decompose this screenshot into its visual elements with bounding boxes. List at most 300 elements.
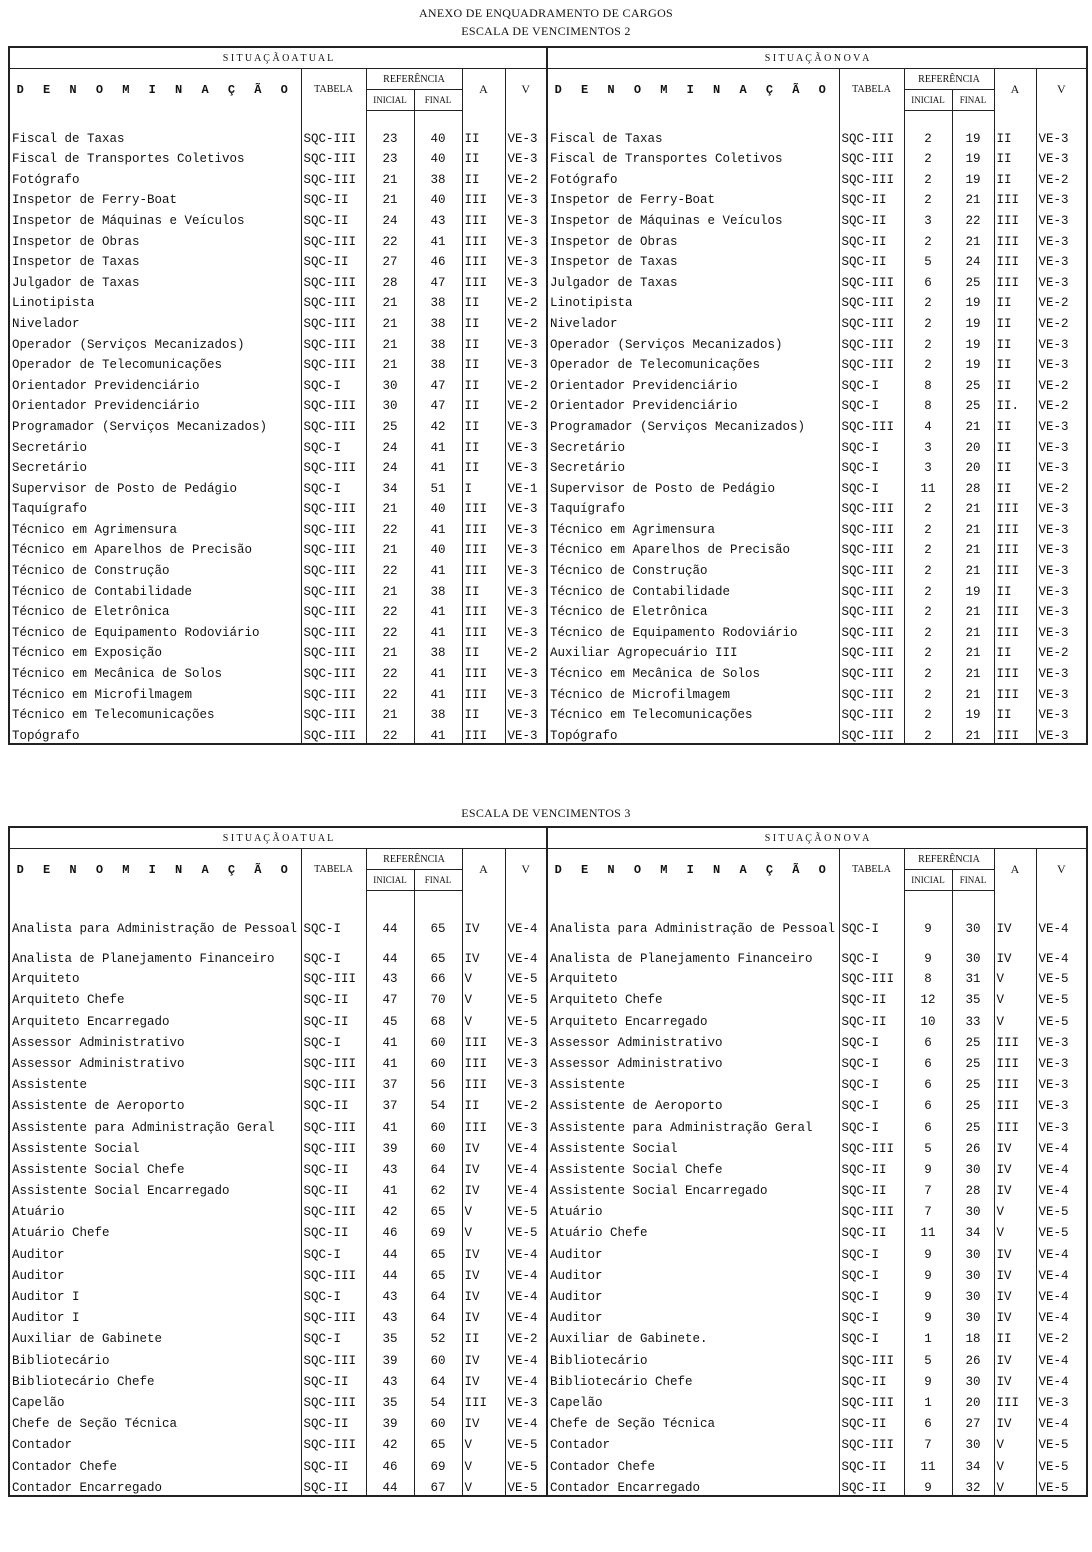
tabela-atual-cell: SQC-III: [301, 557, 366, 578]
denominacao-atual-cell: Assistente: [9, 1071, 301, 1092]
situacao-nova-heading: S I T U A Ç Ã O N O V A: [547, 47, 1087, 69]
table-row: [9, 496, 1087, 517]
table-row: [9, 516, 1087, 537]
a-atual-cell: II: [462, 393, 505, 414]
inicial-header: INICIAL: [904, 90, 952, 111]
inicial-nova-cell: 12: [904, 986, 952, 1007]
v-atual-cell: VE-3: [505, 516, 547, 537]
a-atual-cell: IV: [462, 1410, 505, 1431]
v-nova-cell: VE-3: [1036, 1050, 1087, 1071]
denominacao-nova-cell: Supervisor de Posto de Pedágio: [547, 475, 839, 496]
final-nova-cell: 30: [952, 1156, 994, 1177]
denominacao-atual-cell: Técnico em Mecânica de Solos: [9, 660, 301, 681]
final-atual-cell: 38: [414, 578, 462, 599]
scale2-body: [9, 111, 1087, 744]
tabela-nova-cell: SQC-I: [839, 1092, 904, 1113]
tabela-nova-cell: SQC-II: [839, 1007, 904, 1028]
referencia-header: REFERÊNCIA: [366, 69, 462, 90]
inicial-atual-cell: 25: [366, 413, 414, 434]
v-atual-cell: VE-5: [505, 986, 547, 1007]
v-nova-cell: VE-5: [1036, 1431, 1087, 1452]
inicial-nova-cell: 2: [904, 557, 952, 578]
final-nova-cell: 20: [952, 434, 994, 455]
tabela-nova-cell: SQC-I: [839, 434, 904, 455]
v-nova-cell: VE-3: [1036, 702, 1087, 723]
tabela-nova-cell: SQC-II: [839, 1177, 904, 1198]
final-atual-cell: 64: [414, 1304, 462, 1325]
inicial-nova-cell: 2: [904, 681, 952, 702]
denominacao-nova-cell: Assistente Social Chefe: [547, 1156, 839, 1177]
table-row: [9, 1389, 1087, 1410]
tabela-atual-cell: SQC-I: [301, 935, 366, 965]
denominacao-nova-cell: Fiscal de Taxas: [547, 125, 839, 146]
table-row: [9, 660, 1087, 681]
v-nova-cell: VE-3: [1036, 1113, 1087, 1134]
a-atual-cell: III: [462, 516, 505, 537]
tabela-atual-cell: SQC-I: [301, 905, 366, 935]
denominacao-atual-cell: Técnico de Contabilidade: [9, 578, 301, 599]
tabela-nova-cell: SQC-I: [839, 1029, 904, 1050]
tabela-atual-cell: SQC-I: [301, 372, 366, 393]
v-nova-cell: VE-3: [1036, 228, 1087, 249]
final-nova-cell: 34: [952, 1219, 994, 1240]
inicial-nova-cell: 2: [904, 331, 952, 352]
inicial-atual-cell: 21: [366, 166, 414, 187]
inicial-nova-cell: 2: [904, 660, 952, 681]
a-nova-cell: III: [994, 619, 1036, 640]
table-row: [9, 434, 1087, 455]
final-nova-cell: 19: [952, 166, 994, 187]
a-nova-cell: IV: [994, 1368, 1036, 1389]
inicial-atual-cell: 44: [366, 935, 414, 965]
denominacao-nova-cell: Nivelador: [547, 310, 839, 331]
a-header: A: [994, 69, 1036, 111]
tabela-header: TABELA: [301, 69, 366, 111]
tabela-atual-cell: SQC-III: [301, 1198, 366, 1219]
final-atual-cell: 56: [414, 1071, 462, 1092]
tabela-nova-cell: SQC-III: [839, 1135, 904, 1156]
table-row: [9, 619, 1087, 640]
tabela-nova-cell: SQC-III: [839, 331, 904, 352]
final-atual-cell: 65: [414, 1198, 462, 1219]
tabela-nova-cell: SQC-I: [839, 1050, 904, 1071]
a-atual-cell: III: [462, 249, 505, 270]
table-row: [9, 1431, 1087, 1452]
tabela-nova-cell: SQC-II: [839, 207, 904, 228]
inicial-atual-cell: 21: [366, 702, 414, 723]
a-atual-cell: V: [462, 986, 505, 1007]
a-atual-cell: IV: [462, 1156, 505, 1177]
tabela-header: TABELA: [839, 69, 904, 111]
denominacao-atual-cell: Fiscal de Taxas: [9, 125, 301, 146]
inicial-atual-cell: 22: [366, 228, 414, 249]
tabela-atual-cell: SQC-III: [301, 537, 366, 558]
inicial-nova-cell: 11: [904, 1452, 952, 1473]
tabela-atual-cell: SQC-III: [301, 722, 366, 744]
situacao-nova-heading: S I T U A Ç Ã O N O V A: [547, 827, 1087, 849]
final-header: FINAL: [952, 90, 994, 111]
table-row: [9, 702, 1087, 723]
table-row: [9, 1410, 1087, 1431]
table-row: [9, 331, 1087, 352]
a-atual-cell: II: [462, 310, 505, 331]
v-header: V: [505, 849, 547, 891]
inicial-atual-cell: 21: [366, 290, 414, 311]
v-nova-cell: VE-5: [1036, 1474, 1087, 1496]
v-nova-cell: VE-3: [1036, 1389, 1087, 1410]
tabela-atual-cell: SQC-III: [301, 516, 366, 537]
inicial-nova-cell: 2: [904, 146, 952, 167]
a-nova-cell: II: [994, 352, 1036, 373]
a-atual-cell: II: [462, 146, 505, 167]
denominacao-atual-cell: Operador (Serviços Mecanizados): [9, 331, 301, 352]
tabela-nova-cell: SQC-III: [839, 578, 904, 599]
denominacao-nova-cell: Secretário: [547, 455, 839, 476]
inicial-atual-cell: 22: [366, 599, 414, 620]
v-nova-cell: VE-3: [1036, 125, 1087, 146]
a-nova-cell: III: [994, 1092, 1036, 1113]
denominacao-atual-cell: Fiscal de Transportes Coletivos: [9, 146, 301, 167]
v-atual-cell: VE-4: [505, 1346, 547, 1367]
v-atual-cell: VE-3: [505, 681, 547, 702]
v-atual-cell: VE-2: [505, 1092, 547, 1113]
table-row: [9, 1368, 1087, 1389]
final-nova-cell: 33: [952, 1007, 994, 1028]
inicial-atual-cell: 21: [366, 578, 414, 599]
v-atual-cell: VE-2: [505, 166, 547, 187]
table-row: [9, 269, 1087, 290]
v-nova-cell: VE-2: [1036, 372, 1087, 393]
denominacao-nova-cell: Orientador Previdenciário: [547, 372, 839, 393]
denominacao-nova-cell: Assessor Administrativo: [547, 1050, 839, 1071]
denominacao-nova-cell: Assistente Social Encarregado: [547, 1177, 839, 1198]
tabela-atual-cell: SQC-III: [301, 496, 366, 517]
a-atual-cell: IV: [462, 1262, 505, 1283]
inicial-atual-cell: 47: [366, 986, 414, 1007]
tabela-nova-cell: SQC-I: [839, 1283, 904, 1304]
final-atual-cell: 38: [414, 290, 462, 311]
v-atual-cell: VE-5: [505, 1452, 547, 1473]
denominacao-nova-cell: Técnico em Mecânica de Solos: [547, 660, 839, 681]
tabela-atual-cell: SQC-III: [301, 681, 366, 702]
final-nova-cell: 28: [952, 1177, 994, 1198]
tabela-nova-cell: SQC-III: [839, 166, 904, 187]
tabela-nova-cell: SQC-II: [839, 1219, 904, 1240]
denominacao-atual-cell: Assistente de Aeroporto: [9, 1092, 301, 1113]
v-nova-cell: VE-4: [1036, 1368, 1087, 1389]
tabela-atual-cell: SQC-III: [301, 619, 366, 640]
inicial-atual-cell: 22: [366, 681, 414, 702]
final-atual-cell: 38: [414, 640, 462, 661]
inicial-atual-cell: 37: [366, 1092, 414, 1113]
inicial-nova-cell: 8: [904, 965, 952, 986]
denominacao-atual-cell: Orientador Previdenciário: [9, 372, 301, 393]
denominacao-atual-cell: Auditor I: [9, 1283, 301, 1304]
v-nova-cell: VE-5: [1036, 1007, 1087, 1028]
inicial-nova-cell: 6: [904, 269, 952, 290]
inicial-nova-cell: 2: [904, 187, 952, 208]
a-nova-cell: II: [994, 146, 1036, 167]
a-nova-cell: II: [994, 434, 1036, 455]
table-row: [9, 146, 1087, 167]
tabela-nova-cell: SQC-II: [839, 1452, 904, 1473]
v-atual-cell: VE-4: [505, 935, 547, 965]
inicial-atual-cell: 45: [366, 1007, 414, 1028]
final-nova-cell: 25: [952, 372, 994, 393]
final-atual-cell: 40: [414, 125, 462, 146]
tabela-nova-cell: SQC-II: [839, 228, 904, 249]
situacao-atual-heading: S I T U A Ç Ã O A T U A L: [9, 827, 547, 849]
v-atual-cell: VE-2: [505, 393, 547, 414]
final-atual-cell: 41: [414, 434, 462, 455]
table-row: [9, 166, 1087, 187]
denominacao-nova-cell: Linotipista: [547, 290, 839, 311]
denominacao-nova-cell: Auditor: [547, 1283, 839, 1304]
inicial-nova-cell: 2: [904, 599, 952, 620]
final-atual-cell: 69: [414, 1219, 462, 1240]
v-nova-cell: VE-3: [1036, 578, 1087, 599]
table-row: [9, 125, 1087, 146]
inicial-atual-cell: 21: [366, 537, 414, 558]
a-atual-cell: IV: [462, 1304, 505, 1325]
inicial-nova-cell: 8: [904, 372, 952, 393]
inicial-atual-cell: 39: [366, 1135, 414, 1156]
final-atual-cell: 51: [414, 475, 462, 496]
table-row: [9, 1346, 1087, 1367]
a-atual-cell: II: [462, 640, 505, 661]
denominacao-atual-cell: Analista para Administração de Pessoal: [9, 905, 301, 935]
v-nova-cell: VE-5: [1036, 986, 1087, 1007]
final-atual-cell: 54: [414, 1389, 462, 1410]
tabela-atual-cell: SQC-I: [301, 1283, 366, 1304]
inicial-nova-cell: 9: [904, 1304, 952, 1325]
denominacao-header: D E N O M I N A Ç Ã O: [547, 849, 839, 891]
tabela-nova-cell: SQC-III: [839, 702, 904, 723]
a-atual-cell: II: [462, 702, 505, 723]
table-row: [9, 1240, 1087, 1261]
final-atual-cell: 60: [414, 1050, 462, 1071]
v-nova-cell: VE-2: [1036, 290, 1087, 311]
tabela-nova-cell: SQC-I: [839, 1325, 904, 1346]
v-atual-cell: VE-3: [505, 619, 547, 640]
a-nova-cell: II: [994, 125, 1036, 146]
v-atual-cell: VE-2: [505, 310, 547, 331]
v-nova-cell: VE-2: [1036, 393, 1087, 414]
a-nova-cell: V: [994, 965, 1036, 986]
v-atual-cell: VE-4: [505, 1304, 547, 1325]
tabela-atual-cell: SQC-III: [301, 599, 366, 620]
tabela-atual-cell: SQC-II: [301, 986, 366, 1007]
v-atual-cell: VE-4: [505, 1177, 547, 1198]
table-row: [9, 578, 1087, 599]
v-nova-cell: VE-3: [1036, 455, 1087, 476]
inicial-atual-cell: 43: [366, 1283, 414, 1304]
tabela-nova-cell: SQC-I: [839, 1113, 904, 1134]
denominacao-atual-cell: Técnico em Telecomunicações: [9, 702, 301, 723]
inicial-nova-cell: 7: [904, 1177, 952, 1198]
tabela-nova-cell: SQC-III: [839, 681, 904, 702]
tabela-atual-cell: SQC-II: [301, 249, 366, 270]
scale2-section: [8, 46, 1086, 745]
denominacao-nova-cell: Técnico de Eletrônica: [547, 599, 839, 620]
a-atual-cell: III: [462, 187, 505, 208]
denominacao-atual-cell: Inspetor de Taxas: [9, 249, 301, 270]
v-atual-cell: VE-3: [505, 599, 547, 620]
inicial-atual-cell: 28: [366, 269, 414, 290]
final-atual-cell: 60: [414, 1410, 462, 1431]
tabela-nova-cell: SQC-I: [839, 1304, 904, 1325]
inicial-atual-cell: 43: [366, 1304, 414, 1325]
final-nova-cell: 25: [952, 269, 994, 290]
v-nova-cell: VE-4: [1036, 1262, 1087, 1283]
table-row: [9, 1092, 1087, 1113]
a-nova-cell: III: [994, 1029, 1036, 1050]
v-atual-cell: VE-3: [505, 1389, 547, 1410]
final-nova-cell: 25: [952, 1092, 994, 1113]
inicial-atual-cell: 23: [366, 125, 414, 146]
tabela-nova-cell: SQC-III: [839, 310, 904, 331]
v-atual-cell: VE-2: [505, 290, 547, 311]
denominacao-atual-cell: Orientador Previdenciário: [9, 393, 301, 414]
a-atual-cell: III: [462, 681, 505, 702]
final-atual-cell: 64: [414, 1368, 462, 1389]
a-atual-cell: I: [462, 475, 505, 496]
denominacao-atual-cell: Arquiteto: [9, 965, 301, 986]
v-atual-cell: VE-3: [505, 722, 547, 744]
final-nova-cell: 30: [952, 1431, 994, 1452]
a-atual-cell: III: [462, 1113, 505, 1134]
spacer-row: [9, 891, 1087, 906]
v-atual-cell: VE-5: [505, 1219, 547, 1240]
denominacao-atual-cell: Topógrafo: [9, 722, 301, 744]
a-nova-cell: II: [994, 166, 1036, 187]
tabela-atual-cell: SQC-II: [301, 1410, 366, 1431]
v-nova-cell: VE-3: [1036, 331, 1087, 352]
denominacao-nova-cell: Auditor: [547, 1304, 839, 1325]
final-atual-cell: 41: [414, 516, 462, 537]
denominacao-nova-cell: Secretário: [547, 434, 839, 455]
inicial-nova-cell: 2: [904, 619, 952, 640]
inicial-atual-cell: 41: [366, 1177, 414, 1198]
a-atual-cell: III: [462, 1029, 505, 1050]
final-atual-cell: 38: [414, 310, 462, 331]
a-header: A: [994, 849, 1036, 891]
a-nova-cell: II: [994, 331, 1036, 352]
v-atual-cell: VE-3: [505, 331, 547, 352]
tabela-nova-cell: SQC-III: [839, 496, 904, 517]
inicial-nova-cell: 11: [904, 475, 952, 496]
inicial-nova-cell: 2: [904, 228, 952, 249]
denominacao-nova-cell: Assistente Social: [547, 1135, 839, 1156]
denominacao-nova-cell: Inspetor de Obras: [547, 228, 839, 249]
denominacao-atual-cell: Auditor: [9, 1262, 301, 1283]
a-nova-cell: III: [994, 187, 1036, 208]
table-row: [9, 1007, 1087, 1028]
v-atual-cell: VE-3: [505, 1050, 547, 1071]
a-atual-cell: II: [462, 434, 505, 455]
inicial-nova-cell: 3: [904, 207, 952, 228]
final-atual-cell: 52: [414, 1325, 462, 1346]
final-nova-cell: 19: [952, 146, 994, 167]
inicial-nova-cell: 9: [904, 1474, 952, 1496]
a-atual-cell: III: [462, 599, 505, 620]
denominacao-atual-cell: Capelão: [9, 1389, 301, 1410]
final-nova-cell: 21: [952, 187, 994, 208]
inicial-nova-cell: 7: [904, 1198, 952, 1219]
final-nova-cell: 25: [952, 1071, 994, 1092]
a-nova-cell: IV: [994, 935, 1036, 965]
table-row: [9, 640, 1087, 661]
final-atual-cell: 38: [414, 166, 462, 187]
a-nova-cell: II: [994, 372, 1036, 393]
scale3-title: ESCALA DE VENCIMENTOS 3: [461, 806, 631, 820]
tabela-nova-cell: SQC-I: [839, 1071, 904, 1092]
denominacao-nova-cell: Auditor: [547, 1262, 839, 1283]
denominacao-nova-cell: Bibliotecário: [547, 1346, 839, 1367]
final-atual-cell: 38: [414, 331, 462, 352]
tabela-nova-cell: SQC-III: [839, 125, 904, 146]
denominacao-atual-cell: Técnico de Equipamento Rodoviário: [9, 619, 301, 640]
tabela-atual-cell: SQC-III: [301, 455, 366, 476]
inicial-nova-cell: 6: [904, 1113, 952, 1134]
a-atual-cell: V: [462, 1198, 505, 1219]
v-nova-cell: VE-4: [1036, 1410, 1087, 1431]
table-row: [9, 557, 1087, 578]
table-row: [9, 1198, 1087, 1219]
tabela-nova-cell: SQC-III: [839, 146, 904, 167]
v-atual-cell: VE-3: [505, 1071, 547, 1092]
tabela-atual-cell: SQC-III: [301, 1389, 366, 1410]
table-row: [9, 722, 1087, 744]
a-nova-cell: IV: [994, 1177, 1036, 1198]
denominacao-atual-cell: Assessor Administrativo: [9, 1029, 301, 1050]
tabela-atual-cell: SQC-III: [301, 310, 366, 331]
v-atual-cell: VE-1: [505, 475, 547, 496]
a-atual-cell: III: [462, 228, 505, 249]
tabela-atual-cell: SQC-II: [301, 1092, 366, 1113]
denominacao-atual-cell: Auditor I: [9, 1304, 301, 1325]
tabela-atual-cell: SQC-III: [301, 1262, 366, 1283]
denominacao-nova-cell: Técnico de Microfilmagem: [547, 681, 839, 702]
denominacao-atual-cell: Arquiteto Encarregado: [9, 1007, 301, 1028]
denominacao-atual-cell: Técnico de Construção: [9, 557, 301, 578]
table-row: [9, 965, 1087, 986]
final-atual-cell: 66: [414, 965, 462, 986]
denominacao-nova-cell: Assistente para Administração Geral: [547, 1113, 839, 1134]
table-row: [9, 681, 1087, 702]
inicial-nova-cell: 3: [904, 434, 952, 455]
inicial-nova-cell: 9: [904, 905, 952, 935]
tabela-atual-cell: SQC-III: [301, 125, 366, 146]
a-nova-cell: IV: [994, 1410, 1036, 1431]
inicial-nova-cell: 6: [904, 1410, 952, 1431]
denominacao-nova-cell: Assistente: [547, 1071, 839, 1092]
final-atual-cell: 70: [414, 986, 462, 1007]
final-nova-cell: 34: [952, 1452, 994, 1473]
v-header: V: [1036, 849, 1087, 891]
final-nova-cell: 30: [952, 1283, 994, 1304]
v-nova-cell: VE-2: [1036, 640, 1087, 661]
inicial-nova-cell: 1: [904, 1325, 952, 1346]
a-nova-cell: III: [994, 1113, 1036, 1134]
tabela-nova-cell: SQC-III: [839, 640, 904, 661]
a-atual-cell: III: [462, 722, 505, 744]
v-atual-cell: VE-3: [505, 1029, 547, 1050]
a-nova-cell: II: [994, 475, 1036, 496]
tabela-atual-cell: SQC-III: [301, 702, 366, 723]
tabela-nova-cell: SQC-II: [839, 986, 904, 1007]
denominacao-atual-cell: Contador Encarregado: [9, 1474, 301, 1496]
